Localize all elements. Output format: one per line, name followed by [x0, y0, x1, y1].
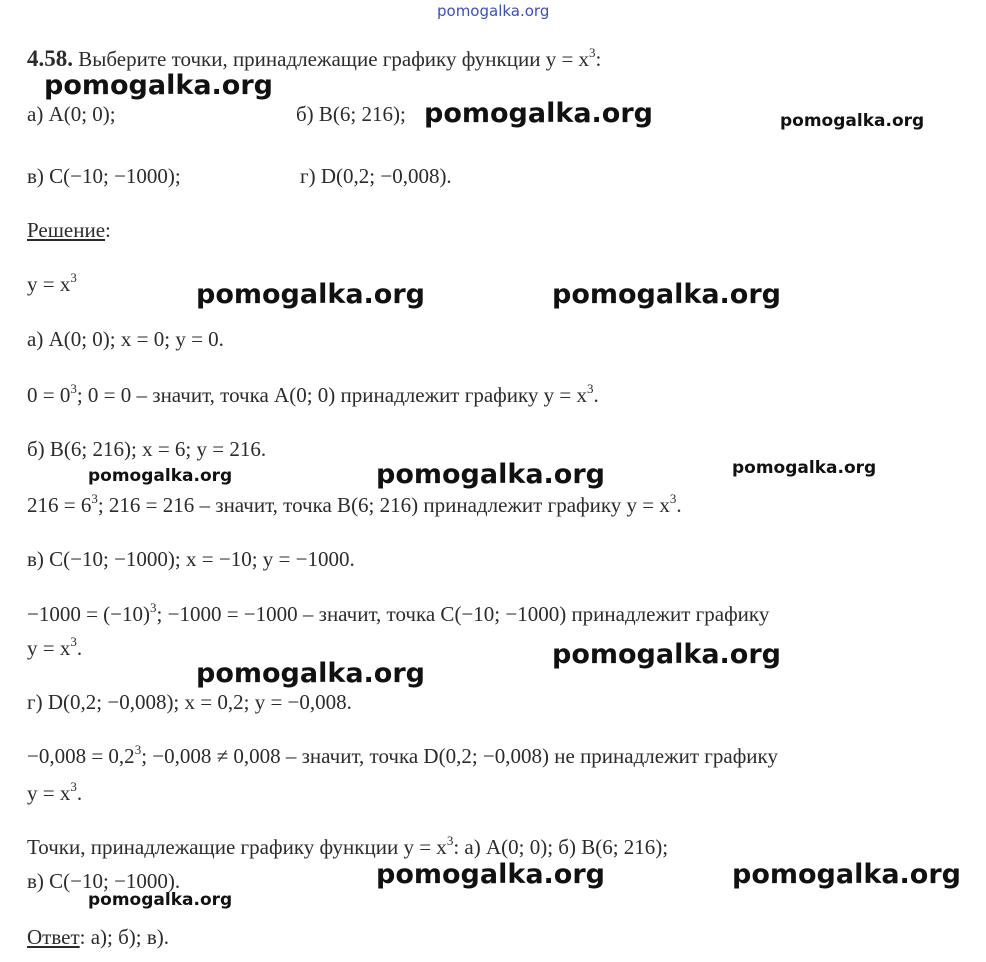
watermark-text: pomogalka.org [780, 111, 925, 131]
case-a-calc [27, 381, 599, 407]
case-a-exp: 3 [70, 381, 77, 396]
function-line [27, 270, 77, 296]
watermark-text: pomogalka.org [376, 459, 605, 490]
option-a: а) A(0; 0); [27, 102, 116, 126]
case-a-head: а) A(0; 0); x = 0; y = 0. [27, 327, 224, 351]
case-v-calc-rest: ; −1000 = −1000 – значит, точка C(−10; −1000) принадлежит графику [156, 602, 770, 626]
case-v-end: . [76, 636, 83, 660]
case-g-func: y = x [27, 781, 71, 805]
summary-exp: 3 [446, 833, 454, 848]
case-b-head: б) B(6; 216); x = 6; y = 216. [27, 437, 267, 461]
watermark-text: pomogalka.org [196, 279, 425, 310]
case-g-exp: 3 [134, 742, 142, 757]
solution-heading [27, 220, 111, 241]
watermark-text: pomogalka.org [552, 639, 781, 670]
watermark-text: pomogalka.org [376, 859, 605, 890]
case-g-calc-lhs: −0,008 = 0,2 [27, 744, 135, 768]
watermark-text: pomogalka.org [552, 279, 781, 310]
case-v-calc [27, 600, 770, 626]
top-watermark: pomogalka.org [437, 2, 550, 20]
problem-colon: : [595, 47, 602, 71]
answer-line [27, 927, 169, 948]
case-v-exp: 3 [150, 600, 157, 615]
option-b: б) B(6; 216); [296, 102, 406, 126]
case-g-calc [27, 742, 778, 768]
case-v-head: в) C(−10; −1000); x = −10; y = −1000. [27, 547, 355, 571]
case-a-exp2: 3 [587, 381, 594, 396]
case-b-calc-lhs: 216 = 6 [27, 493, 92, 517]
option-g: г) D(0,2; −0,008). [300, 164, 452, 188]
watermark-text: pomogalka.org [196, 658, 425, 689]
case-g-calc-cont [27, 779, 83, 805]
case-g-exp2: 3 [70, 779, 77, 794]
answer-value: : а); б); в). [79, 925, 170, 949]
case-a-calc-lhs: 0 = 0 [27, 383, 71, 407]
problem-number: 4.58. [27, 46, 73, 71]
case-g-calc-rest: ; −0,008 ≠ 0,008 – значит, точка D(0,2; −0,008) не принадлежит графику [141, 744, 778, 768]
case-g-head: г) D(0,2; −0,008); x = 0,2; y = −0,008. [27, 690, 352, 714]
case-v-func: y = x [27, 636, 71, 660]
solution-heading-text: Решение [27, 218, 106, 242]
watermark-text: pomogalka.org [44, 70, 273, 101]
case-g-end: . [76, 781, 83, 805]
case-v-exp2: 3 [70, 634, 77, 649]
summary-line-cont: в) C(−10; −1000). [27, 869, 181, 893]
summary-options: : а) A(0; 0); б) B(6; 216); [453, 835, 669, 859]
solution-heading-colon: : [105, 218, 111, 242]
case-v-calc-lhs: −1000 = (−10) [27, 602, 151, 626]
function-text: y = x [27, 272, 71, 296]
problem-exponent: 3 [589, 45, 596, 60]
case-v-calc-cont [27, 634, 83, 660]
watermark-text: pomogalka.org [732, 859, 961, 890]
watermark-text: pomogalka.org [732, 458, 877, 478]
case-b-exp: 3 [91, 491, 98, 506]
function-exponent: 3 [70, 270, 77, 285]
case-a-end: . [593, 383, 599, 407]
summary-text: Точки, принадлежащие графику функции y = x [27, 835, 447, 859]
case-b-calc [27, 491, 682, 517]
option-v: в) C(−10; −1000); [27, 164, 181, 188]
problem-text: Выберите точки, принадлежащие графику функции y = x [78, 47, 590, 71]
problem-statement [27, 47, 601, 70]
case-b-exp2: 3 [669, 491, 677, 506]
case-a-calc-rest: ; 0 = 0 – значит, точка A(0; 0) принадлежит графику y = x [76, 383, 588, 407]
answer-label: Ответ [27, 925, 80, 949]
watermark-text: pomogalka.org [88, 466, 233, 486]
summary-line [27, 833, 669, 859]
case-b-calc-rest: ; 216 = 216 – значит, точка B(6; 216) принадлежит графику y = x [97, 493, 670, 517]
case-b-end: . [676, 493, 682, 517]
watermark-text: pomogalka.org [424, 98, 653, 129]
watermark-text: pomogalka.org [88, 890, 233, 910]
